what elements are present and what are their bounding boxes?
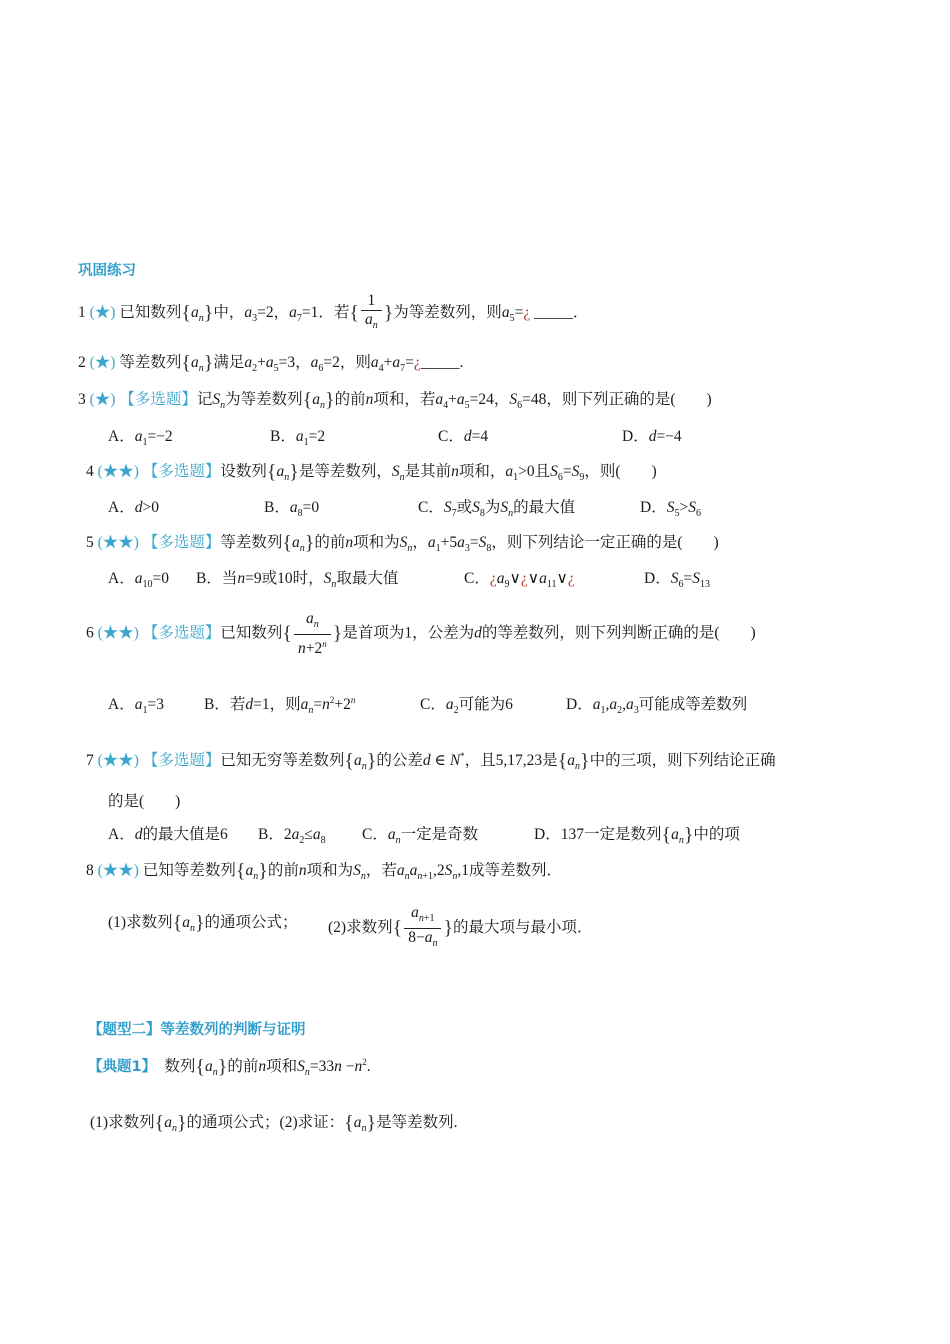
q7-option-d: D．137一定是数列$\{a_n\}$中的项 xyxy=(534,823,740,846)
q3-option-c: C．d=4 xyxy=(438,428,489,445)
question-number: 1 xyxy=(78,304,90,322)
difficulty-stars: (★) xyxy=(89,304,116,322)
q8-part-1: (1)求数列$\{a_n\}$的通项公式； xyxy=(108,911,298,934)
example-1: 【典题1】 数列$\{a_n\}$的前n项和$S_n=33n -n^2$. xyxy=(88,1055,371,1078)
section-title: 巩固练习 xyxy=(78,263,136,279)
type2-title: 【题型二】等差数列的判断与证明 xyxy=(88,1022,306,1038)
question-7-cont: 的是( ) xyxy=(108,793,181,810)
q5-option-c: C．¿$a_9\vee¿\vee a_{11}\vee¿$ xyxy=(464,570,575,590)
q6-option-c: C．$a_2$可能为6 xyxy=(420,696,513,716)
question-6: 6 (★★) 【多选题】已知数列{ $\frac{a_n}{n+2^n}$ }是首项为1，公差为d的等差数列，则下列判断正确的是( ) xyxy=(86,610,756,657)
q5-option-a: A．$a_{10}=0$ xyxy=(108,570,169,590)
q4-option-d: D．$S_5>S_6$ xyxy=(640,499,701,519)
q7-option-c: C．$a_n$一定是奇数 xyxy=(362,826,479,846)
question-2: 2 (★) 等差数列$\{a_n\}$满足$a_2+a_5=3$，$a_6=2$，则$a_4+a_7=¿\_\_\_\_\_$. xyxy=(78,351,464,374)
q5-option-d: D．$S_6=S_{13}$ xyxy=(644,570,710,590)
q6-option-b: B．若d=1，则$a_n=n^2+2^n$ xyxy=(204,695,356,716)
q8-part-2: (2)求数列{ $\frac{a_{n+1}}{8-a_n}$ }的最大项与最小项． xyxy=(328,904,593,949)
q5-option-b: B．当n=9或10时，$S_n$取最大值 xyxy=(196,570,399,590)
q7-option-b: B．$2a_2\le a_8$ xyxy=(258,826,326,846)
question-3: 3 (★) 【多选题】记$S_n$为等差数列$\{a_n\}$的前n项和，若$a_4+a_5=24$，$S_6=48$，则下列正确的是( ) xyxy=(78,388,712,411)
question-7: 7 (★★) 【多选题】已知无穷等差数列$\{a_n\}$的公差d ∈ N*，且5,17,23是$\{a_n\}$中的三项，则下列结论正确 xyxy=(86,749,776,772)
question-8: 8 (★★) 已知等差数列$\{a_n\}$的前n项和为$S_n$，若$a_na_{n+1},2S_n,1$成等差数列． xyxy=(86,859,563,882)
q4-option-b: B．$a_8=0$ xyxy=(264,499,320,519)
q6-option-d: D．$a_1,a_2,a_3$可能成等差数列 xyxy=(566,696,748,716)
q3-option-a: A．$a_1=-2$ xyxy=(108,428,173,448)
question-5: 5 (★★) 【多选题】等差数列$\{a_n\}$的前n项和为$S_n$，$a_1+5a_3=S_8$，则下列结论一定正确的是( ) xyxy=(86,531,719,554)
example-1-parts: (1)求数列$\{a_n\}$的通项公式；(2)求证：$\{a_n\}$是等差数列. xyxy=(90,1111,458,1134)
q3-option-b: B．$a_1=2$ xyxy=(270,428,326,448)
q4-option-a: A．d>0 xyxy=(108,499,159,516)
q6-option-a: A．$a_1=3$ xyxy=(108,696,164,716)
q3-option-d: D．d=−4 xyxy=(622,428,682,445)
q7-option-a: A．d的最大值是6 xyxy=(108,826,228,843)
q4-option-c: C．$S_7$或$S_8$为$S_n$的最大值 xyxy=(418,499,576,519)
question-1: 1 (★) 已知数列$\{a_n\}$中，$a_3=2$，$a_7=1$．若{ $\frac{1}{a_n}$ }为等差数列，则$a_5=¿$ _____． xyxy=(78,292,589,331)
example-tag: 【典题1】 xyxy=(88,1059,149,1075)
question-4: 4 (★★) 【多选题】设数列$\{a_n\}$是等差数列，$S_n$是其前n项和，$a_1>0$且$S_6=S_9$，则( ) xyxy=(86,460,657,483)
